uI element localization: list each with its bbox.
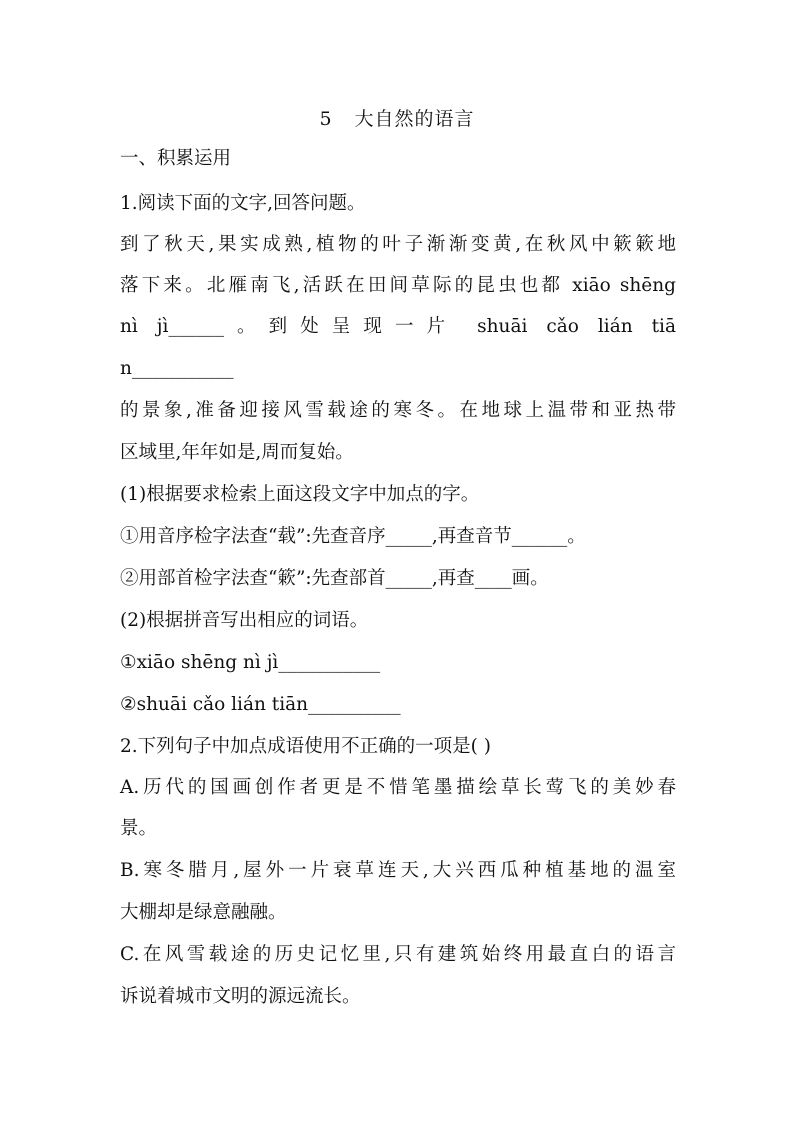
lesson-title: 大自然的语言	[354, 108, 475, 130]
passage-line: nì jì______。到处呈现一片 shuāi cǎo lián tiā	[120, 316, 676, 337]
passage-line: 到了秋天,果实成熟,植物的叶子渐渐变黄,在秋风中簌簌地	[120, 234, 676, 255]
sub-question-1b: ②用部首检字法查“簌”:先查部首_____,再查____画。	[120, 568, 549, 589]
option-b-line: B.寒冬腊月,屋外一片衰草连天,大兴西瓜种植基地的温室	[120, 860, 676, 881]
question-1-prompt: 1.阅读下面的文字,回答问题。	[120, 193, 366, 214]
sub-question-1: (1)根据要求检索上面这段文字中加点的字。	[120, 484, 480, 505]
sub-question-1a: ①用音序检字法查“载”:先查音序_____,再查音节______。	[120, 526, 586, 547]
page-title	[0, 104, 794, 131]
passage-line: 的景象,准备迎接风雪载途的寒冬。在地球上温带和亚热带	[120, 400, 676, 421]
option-a-line: A.历代的国画创作者更是不惜笔墨描绘草长莺飞的美妙春	[120, 777, 676, 798]
option-c-line: C.在风雪载途的历史记忆里,只有建筑始终用最直白的语言	[120, 944, 676, 965]
option-c-line: 诉说着城市文明的源远流长。	[120, 986, 361, 1007]
passage-line: 区域里,年年如是,周而复始。	[120, 442, 354, 463]
option-b-line: 大棚却是绿意融融。	[120, 902, 287, 923]
lesson-number: 5	[319, 108, 333, 130]
passage-line: n___________	[120, 358, 234, 379]
section-heading: 一、积累运用	[120, 148, 232, 169]
sub-question-2: (2)根据拼音写出相应的词语。	[120, 610, 369, 631]
question-2-prompt: 2.下列句子中加点成语使用不正确的一项是( )	[120, 736, 491, 757]
sub-question-2a: ①xiāo shēng nì jì___________	[120, 652, 381, 673]
sub-question-2b: ②shuāi cǎo lián tiān__________	[120, 694, 401, 715]
option-a-line: 景。	[120, 818, 158, 839]
passage-line: 落下来。北雁南飞,活跃在田间草际的昆虫也都 xiāo shēng	[120, 275, 676, 296]
